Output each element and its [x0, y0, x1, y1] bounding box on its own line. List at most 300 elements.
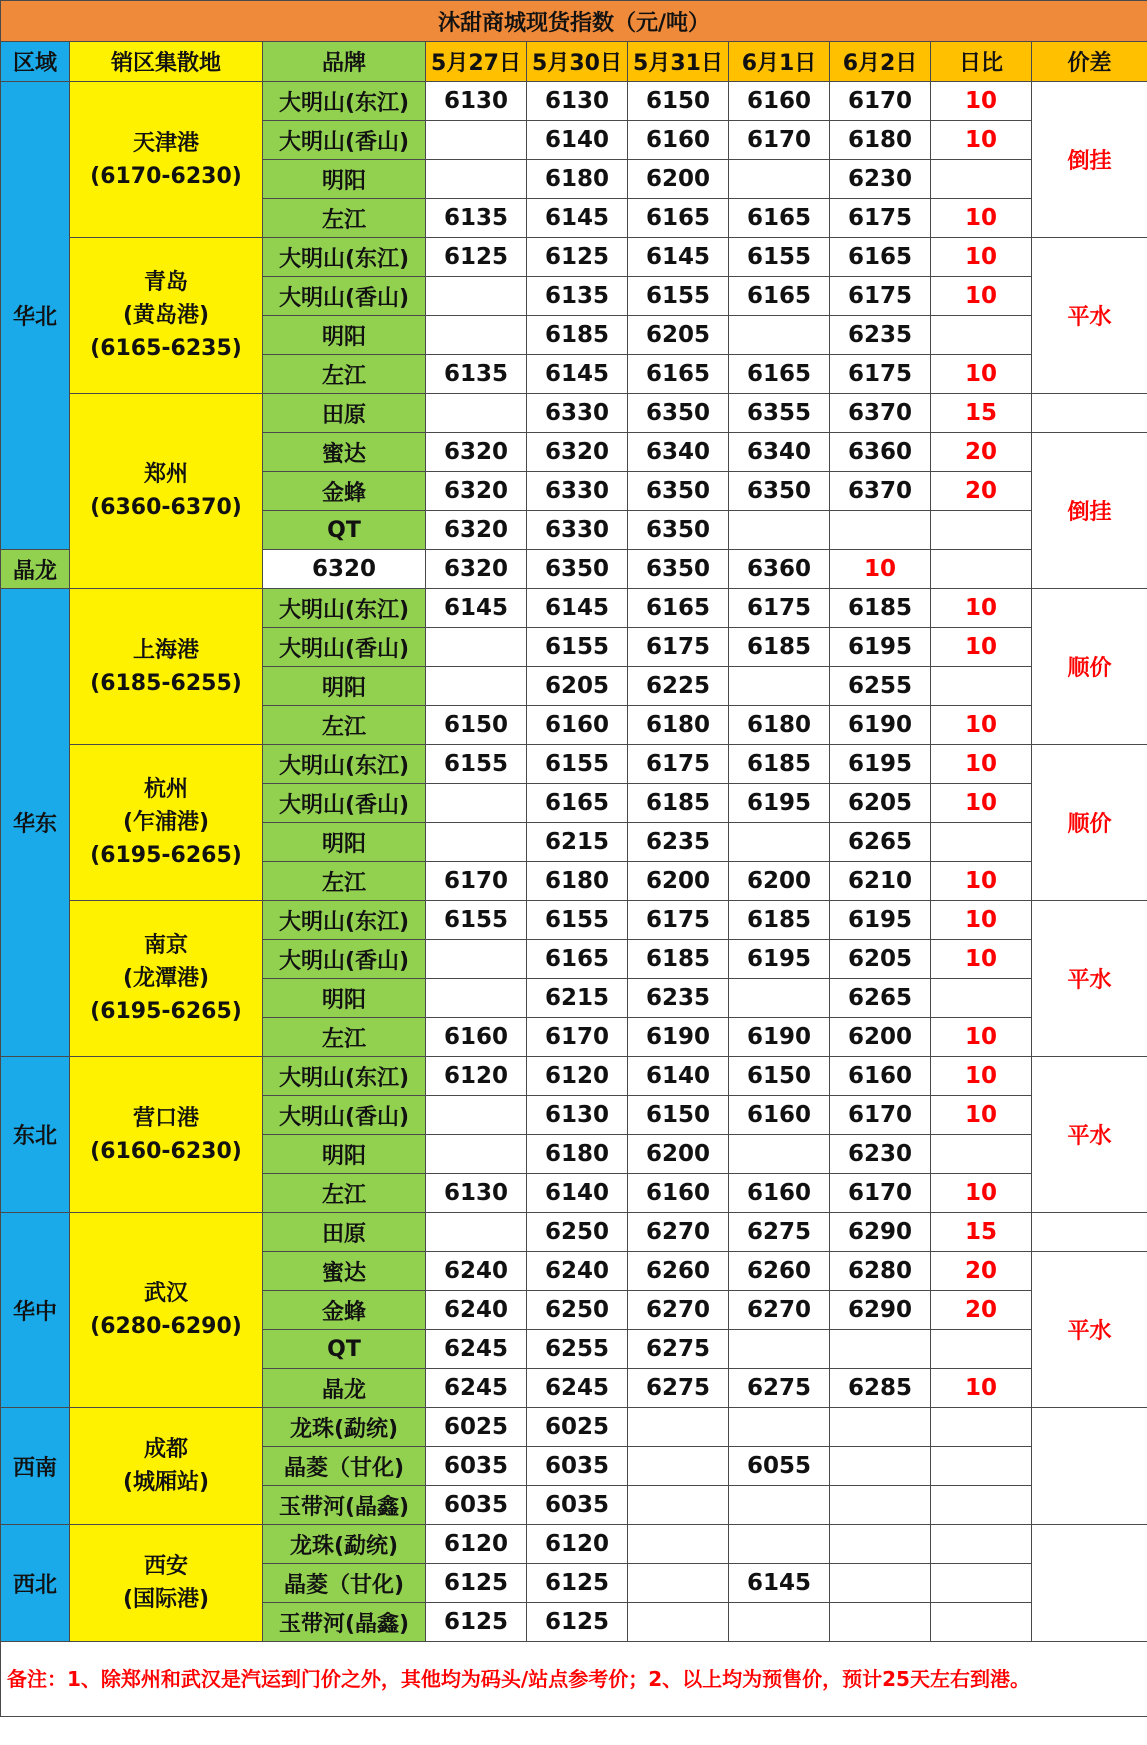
price-cell: [830, 1447, 931, 1486]
header-date: 5月31日: [628, 42, 729, 82]
brand-cell: 大明山(香山): [263, 1096, 426, 1135]
spread-cell: 顺价: [1032, 745, 1147, 901]
brand-cell: 大明山(香山): [263, 277, 426, 316]
distribution-line: (国际港): [122, 1587, 210, 1612]
brand-cell: 龙珠(勐统): [263, 1408, 426, 1447]
spread-cell: 平水: [1032, 1057, 1147, 1213]
distribution-cell: [70, 901, 263, 1057]
price-cell: [426, 394, 527, 433]
distribution-line: (6160-6230): [90, 1138, 242, 1164]
price-cell: 6230: [830, 160, 931, 199]
price-cell: 6250: [527, 1213, 628, 1252]
distribution-cell: [70, 745, 263, 901]
price-cell: 6160: [729, 1174, 830, 1213]
price-cell: 6215: [527, 823, 628, 862]
price-cell: 6130: [527, 82, 628, 121]
price-cell: 6240: [426, 1252, 527, 1291]
price-cell: 6225: [628, 667, 729, 706]
distribution-line: (6185-6255): [90, 670, 242, 696]
price-cell: 6260: [729, 1252, 830, 1291]
daily-change-cell: [931, 1447, 1032, 1486]
daily-change-cell: [931, 667, 1032, 706]
price-cell: 6180: [527, 862, 628, 901]
daily-change-cell: 10: [931, 1369, 1032, 1408]
brand-cell: QT: [263, 1330, 426, 1369]
price-cell: 6200: [628, 160, 729, 199]
price-cell: [426, 1135, 527, 1174]
price-cell: 6360: [729, 550, 830, 589]
price-cell: 6150: [628, 82, 729, 121]
brand-cell: 蜜达: [263, 1252, 426, 1291]
distribution-line: (6165-6235): [90, 336, 242, 361]
daily-change-cell: [931, 316, 1032, 355]
region-cell: 华中: [1, 1213, 70, 1408]
price-cell: 6195: [729, 784, 830, 823]
daily-change-cell: 10: [931, 1174, 1032, 1213]
price-cell: 6270: [729, 1291, 830, 1330]
price-cell: [628, 1603, 729, 1642]
daily-change-cell: [931, 511, 1032, 550]
price-cell: 6320: [426, 511, 527, 550]
daily-change-cell: 10: [931, 82, 1032, 121]
spread-cell: 顺价: [1032, 589, 1147, 745]
price-cell: 6125: [426, 1603, 527, 1642]
brand-cell: 晶菱（甘化): [263, 1447, 426, 1486]
price-cell: 6170: [830, 1096, 931, 1135]
brand-cell: 玉带河(晶鑫): [263, 1603, 426, 1642]
distribution-line: 营口港: [132, 1105, 199, 1131]
price-cell: 6350: [527, 550, 628, 589]
price-cell: 6195: [729, 940, 830, 979]
price-cell: 6185: [628, 784, 729, 823]
price-cell: 6175: [729, 589, 830, 628]
brand-cell: 田原: [263, 394, 426, 433]
price-cell: 6275: [628, 1330, 729, 1369]
price-cell: [729, 1486, 830, 1525]
price-cell: [729, 160, 830, 199]
brand-cell: 大明山(东江): [263, 82, 426, 121]
daily-change-cell: 15: [931, 1213, 1032, 1252]
brand-cell: 左江: [263, 862, 426, 901]
daily-change-cell: 20: [931, 1291, 1032, 1330]
price-cell: 6245: [426, 1330, 527, 1369]
table-row: [1, 745, 1147, 784]
price-cell: 6235: [830, 316, 931, 355]
price-cell: 6205: [830, 784, 931, 823]
price-cell: 6165: [527, 940, 628, 979]
distribution-cell: [70, 1057, 263, 1213]
price-cell: 6340: [729, 433, 830, 472]
price-cell: 6145: [729, 1564, 830, 1603]
price-cell: 6195: [830, 745, 931, 784]
price-cell: [830, 1408, 931, 1447]
price-cell: 6185: [729, 901, 830, 940]
price-cell: [830, 1603, 931, 1642]
price-cell: 6270: [628, 1291, 729, 1330]
distribution-line: (6360-6370): [90, 495, 242, 520]
price-cell: 6155: [527, 901, 628, 940]
brand-cell: 明阳: [263, 979, 426, 1018]
price-cell: [830, 1525, 931, 1564]
price-cell: [729, 667, 830, 706]
daily-change-cell: [931, 1564, 1032, 1603]
price-cell: [426, 784, 527, 823]
region-cell: 华北: [1, 82, 70, 550]
price-cell: 6140: [527, 121, 628, 160]
distribution-line: (6195-6265): [90, 999, 242, 1024]
distribution-line: (6170-6230): [90, 163, 242, 189]
brand-cell: 左江: [263, 355, 426, 394]
table-row: [1, 1408, 1147, 1447]
daily-change-cell: 10: [931, 238, 1032, 277]
price-cell: 6185: [628, 940, 729, 979]
price-cell: 6195: [830, 901, 931, 940]
price-cell: 6055: [729, 1447, 830, 1486]
price-cell: 6200: [729, 862, 830, 901]
price-cell: 6125: [426, 238, 527, 277]
brand-cell: 龙珠(勐统): [263, 1525, 426, 1564]
price-cell: [426, 316, 527, 355]
daily-change-cell: 10: [931, 355, 1032, 394]
price-cell: 6035: [527, 1447, 628, 1486]
header-date: 5月27日: [426, 42, 527, 82]
price-cell: 6130: [527, 1096, 628, 1135]
distribution-line: 武汉: [143, 1281, 188, 1306]
daily-change-cell: 10: [931, 706, 1032, 745]
brand-cell: 大明山(东江): [263, 238, 426, 277]
table-row: [1, 394, 1147, 433]
note-row: [1, 1642, 1147, 1717]
price-cell: [426, 277, 527, 316]
daily-change-cell: 10: [931, 940, 1032, 979]
price-cell: 6155: [426, 745, 527, 784]
daily-change-cell: 20: [931, 433, 1032, 472]
price-cell: 6145: [628, 238, 729, 277]
price-cell: 6175: [830, 199, 931, 238]
distribution-cell: [70, 238, 263, 394]
daily-change-cell: 10: [931, 784, 1032, 823]
price-cell: 6170: [729, 121, 830, 160]
price-cell: 6165: [628, 355, 729, 394]
daily-change-cell: 20: [931, 1252, 1032, 1291]
price-cell: 6350: [628, 394, 729, 433]
price-cell: 6275: [628, 1369, 729, 1408]
daily-change-cell: 10: [931, 277, 1032, 316]
brand-cell: 金蜂: [263, 472, 426, 511]
price-cell: [628, 1486, 729, 1525]
spread-cell: 平水: [1032, 1252, 1147, 1408]
price-cell: [426, 667, 527, 706]
price-cell: [830, 1564, 931, 1603]
spread-cell: 平水: [1032, 238, 1147, 394]
price-cell: 6370: [830, 394, 931, 433]
brand-cell: 大明山(香山): [263, 628, 426, 667]
brand-cell: 明阳: [263, 1135, 426, 1174]
price-cell: 6270: [628, 1213, 729, 1252]
price-cell: [628, 1564, 729, 1603]
price-cell: [729, 1603, 830, 1642]
daily-change-cell: [931, 1603, 1032, 1642]
daily-change-cell: 10: [931, 1057, 1032, 1096]
daily-change-cell: 20: [931, 472, 1032, 511]
price-cell: 6320: [527, 433, 628, 472]
brand-cell: 晶龙: [263, 1369, 426, 1408]
distribution-line: (6195-6265): [90, 843, 242, 868]
price-cell: 6350: [628, 472, 729, 511]
price-cell: 6255: [527, 1330, 628, 1369]
price-cell: 6140: [527, 1174, 628, 1213]
price-cell: 6165: [729, 199, 830, 238]
price-cell: 6155: [729, 238, 830, 277]
distribution-cell: [70, 82, 263, 238]
price-cell: 6200: [628, 862, 729, 901]
price-cell: 6120: [527, 1057, 628, 1096]
price-cell: 6160: [729, 1096, 830, 1135]
price-cell: 6170: [426, 862, 527, 901]
distribution-line: 南京: [143, 933, 188, 958]
price-cell: 6125: [426, 1564, 527, 1603]
brand-cell: 蜜达: [263, 433, 426, 472]
distribution-cell: [70, 1213, 263, 1408]
daily-change-cell: [931, 160, 1032, 199]
price-cell: 6145: [527, 589, 628, 628]
header-date: 6月1日: [729, 42, 830, 82]
brand-cell: 田原: [263, 1213, 426, 1252]
distribution-line: (黄岛港): [122, 303, 210, 328]
distribution-line: (乍浦港): [122, 810, 210, 835]
price-cell: 6165: [527, 784, 628, 823]
daily-change-cell: [931, 979, 1032, 1018]
price-cell: 6330: [527, 511, 628, 550]
price-cell: 6245: [527, 1369, 628, 1408]
price-cell: 6215: [527, 979, 628, 1018]
header-date: 6月2日: [830, 42, 931, 82]
price-cell: [426, 628, 527, 667]
price-cell: 6155: [426, 901, 527, 940]
brand-cell: 金蜂: [263, 1291, 426, 1330]
distribution-cell: [70, 1525, 263, 1642]
price-cell: 6175: [830, 277, 931, 316]
price-cell: 6170: [527, 1018, 628, 1057]
brand-cell: 明阳: [263, 823, 426, 862]
price-cell: [628, 1408, 729, 1447]
header-brand: 品牌: [263, 42, 426, 82]
price-cell: 6120: [527, 1525, 628, 1564]
brand-cell: 玉带河(晶鑫): [263, 1486, 426, 1525]
brand-cell: 大明山(香山): [263, 940, 426, 979]
daily-change-cell: 10: [931, 1018, 1032, 1057]
price-cell: 6190: [628, 1018, 729, 1057]
price-cell: [729, 1135, 830, 1174]
price-cell: 6180: [527, 160, 628, 199]
daily-change-cell: 10: [830, 550, 931, 589]
price-cell: 6320: [426, 433, 527, 472]
brand-cell: 左江: [263, 199, 426, 238]
table-row: [1, 901, 1147, 940]
price-cell: [628, 1447, 729, 1486]
region-cell: 西北: [1, 1525, 70, 1642]
price-cell: 6150: [729, 1057, 830, 1096]
daily-change-cell: 10: [931, 1096, 1032, 1135]
price-cell: 6185: [830, 589, 931, 628]
price-cell: [830, 1486, 931, 1525]
price-cell: 6330: [527, 394, 628, 433]
price-cell: 6205: [628, 316, 729, 355]
price-cell: 6170: [830, 82, 931, 121]
header-daily-change: 日比: [931, 42, 1032, 82]
brand-cell: 大明山(东江): [263, 745, 426, 784]
distribution-line: 上海港: [132, 637, 199, 663]
price-cell: 6165: [729, 277, 830, 316]
distribution-line: (龙潭港): [122, 966, 210, 991]
price-cell: 6140: [628, 1057, 729, 1096]
price-cell: 6150: [426, 706, 527, 745]
price-cell: 6160: [426, 1018, 527, 1057]
daily-change-cell: 10: [931, 628, 1032, 667]
header-date: 5月30日: [527, 42, 628, 82]
table-row: [1, 1525, 1147, 1564]
daily-change-cell: [931, 1135, 1032, 1174]
brand-cell: 左江: [263, 1174, 426, 1213]
header-spread: 价差: [1032, 42, 1147, 82]
footnote: 备注：1、除郑州和武汉是汽运到门价之外，其他均为码头/站点参考价；2、以上均为预售价，预计25天左右到港。: [1, 1642, 1147, 1717]
region-cell: 华东: [1, 589, 70, 1057]
distribution-line: 郑州: [143, 462, 188, 487]
sheet-title: 沐甜商城现货指数（元/吨）: [1, 1, 1147, 42]
price-cell: 6205: [830, 940, 931, 979]
price-cell: 6245: [426, 1369, 527, 1408]
region-cell: 西南: [1, 1408, 70, 1525]
distribution-line: 杭州: [143, 777, 188, 802]
distribution-line: 青岛: [143, 270, 188, 295]
brand-cell: 晶菱（甘化): [263, 1564, 426, 1603]
distribution-cell: [70, 589, 263, 745]
distribution-line: (6280-6290): [90, 1314, 242, 1339]
price-cell: 6155: [628, 277, 729, 316]
spread-cell: [1032, 1408, 1147, 1525]
price-cell: [729, 1330, 830, 1369]
distribution-cell: [70, 1408, 263, 1525]
price-cell: 6255: [830, 667, 931, 706]
brand-cell: 大明山(东江): [263, 1057, 426, 1096]
price-cell: 6350: [628, 511, 729, 550]
price-cell: 6125: [527, 1564, 628, 1603]
price-cell: 6125: [527, 238, 628, 277]
price-cell: 6160: [628, 1174, 729, 1213]
price-cell: 6360: [830, 433, 931, 472]
price-cell: 6035: [426, 1447, 527, 1486]
price-cell: 6175: [628, 745, 729, 784]
price-cell: 6145: [426, 589, 527, 628]
price-cell: [426, 823, 527, 862]
price-cell: 6230: [830, 1135, 931, 1174]
distribution-line: (城厢站): [122, 1470, 210, 1495]
price-cell: 6185: [729, 628, 830, 667]
price-cell: 6145: [527, 199, 628, 238]
spread-cell: 倒挂: [1032, 82, 1147, 238]
price-cell: 6195: [830, 628, 931, 667]
price-cell: 6235: [628, 823, 729, 862]
price-cell: 6250: [527, 1291, 628, 1330]
price-cell: [628, 1525, 729, 1564]
price-cell: 6180: [729, 706, 830, 745]
table-row: [1, 238, 1147, 277]
price-cell: 6350: [628, 550, 729, 589]
header-region: 区域: [1, 42, 70, 82]
price-cell: 6275: [729, 1369, 830, 1408]
price-cell: 6265: [830, 823, 931, 862]
price-cell: 6320: [426, 550, 527, 589]
table-row: [1, 1057, 1147, 1096]
price-cell: 6120: [426, 1525, 527, 1564]
price-cell: [729, 511, 830, 550]
price-cell: 6150: [628, 1096, 729, 1135]
price-cell: 6370: [830, 472, 931, 511]
daily-change-cell: 15: [931, 394, 1032, 433]
brand-cell: 左江: [263, 706, 426, 745]
price-cell: 6340: [628, 433, 729, 472]
price-cell: 6135: [426, 355, 527, 394]
spread-cell: [1032, 1525, 1147, 1642]
price-cell: 6260: [628, 1252, 729, 1291]
daily-change-cell: 10: [931, 199, 1032, 238]
price-cell: 6200: [628, 1135, 729, 1174]
daily-change-cell: [931, 1330, 1032, 1369]
price-cell: [426, 979, 527, 1018]
price-cell: 6165: [830, 238, 931, 277]
brand-cell: 大明山(东江): [263, 901, 426, 940]
price-cell: 6280: [830, 1252, 931, 1291]
price-cell: [426, 160, 527, 199]
daily-change-cell: [931, 823, 1032, 862]
price-cell: 6290: [830, 1213, 931, 1252]
brand-cell: 明阳: [263, 160, 426, 199]
price-cell: 6025: [527, 1408, 628, 1447]
price-cell: 6155: [527, 745, 628, 784]
price-cell: 6155: [527, 628, 628, 667]
price-cell: 6240: [426, 1291, 527, 1330]
price-cell: 6320: [263, 550, 426, 589]
daily-change-cell: [931, 1408, 1032, 1447]
brand-cell: QT: [263, 511, 426, 550]
price-cell: 6025: [426, 1408, 527, 1447]
daily-change-cell: 10: [931, 589, 1032, 628]
region-cell: 东北: [1, 1057, 70, 1213]
table-row: [1, 82, 1147, 121]
distribution-cell: [70, 394, 263, 589]
price-cell: 6350: [729, 472, 830, 511]
price-cell: [426, 940, 527, 979]
price-cell: [426, 1096, 527, 1135]
price-cell: [729, 316, 830, 355]
price-cell: 6210: [830, 862, 931, 901]
price-cell: 6160: [830, 1057, 931, 1096]
price-cell: 6190: [830, 706, 931, 745]
brand-cell: 大明山(东江): [263, 589, 426, 628]
distribution-line: 西安: [143, 1554, 188, 1579]
price-cell: 6175: [628, 901, 729, 940]
price-cell: 6200: [830, 1018, 931, 1057]
price-cell: [729, 1525, 830, 1564]
spread-cell: 倒挂: [1032, 433, 1147, 589]
distribution-line: 天津港: [132, 130, 199, 156]
price-cell: [729, 823, 830, 862]
price-cell: 6240: [527, 1252, 628, 1291]
daily-change-cell: 10: [931, 862, 1032, 901]
spread-cell: 平水: [1032, 901, 1147, 1057]
price-cell: 6120: [426, 1057, 527, 1096]
daily-change-cell: 10: [931, 121, 1032, 160]
